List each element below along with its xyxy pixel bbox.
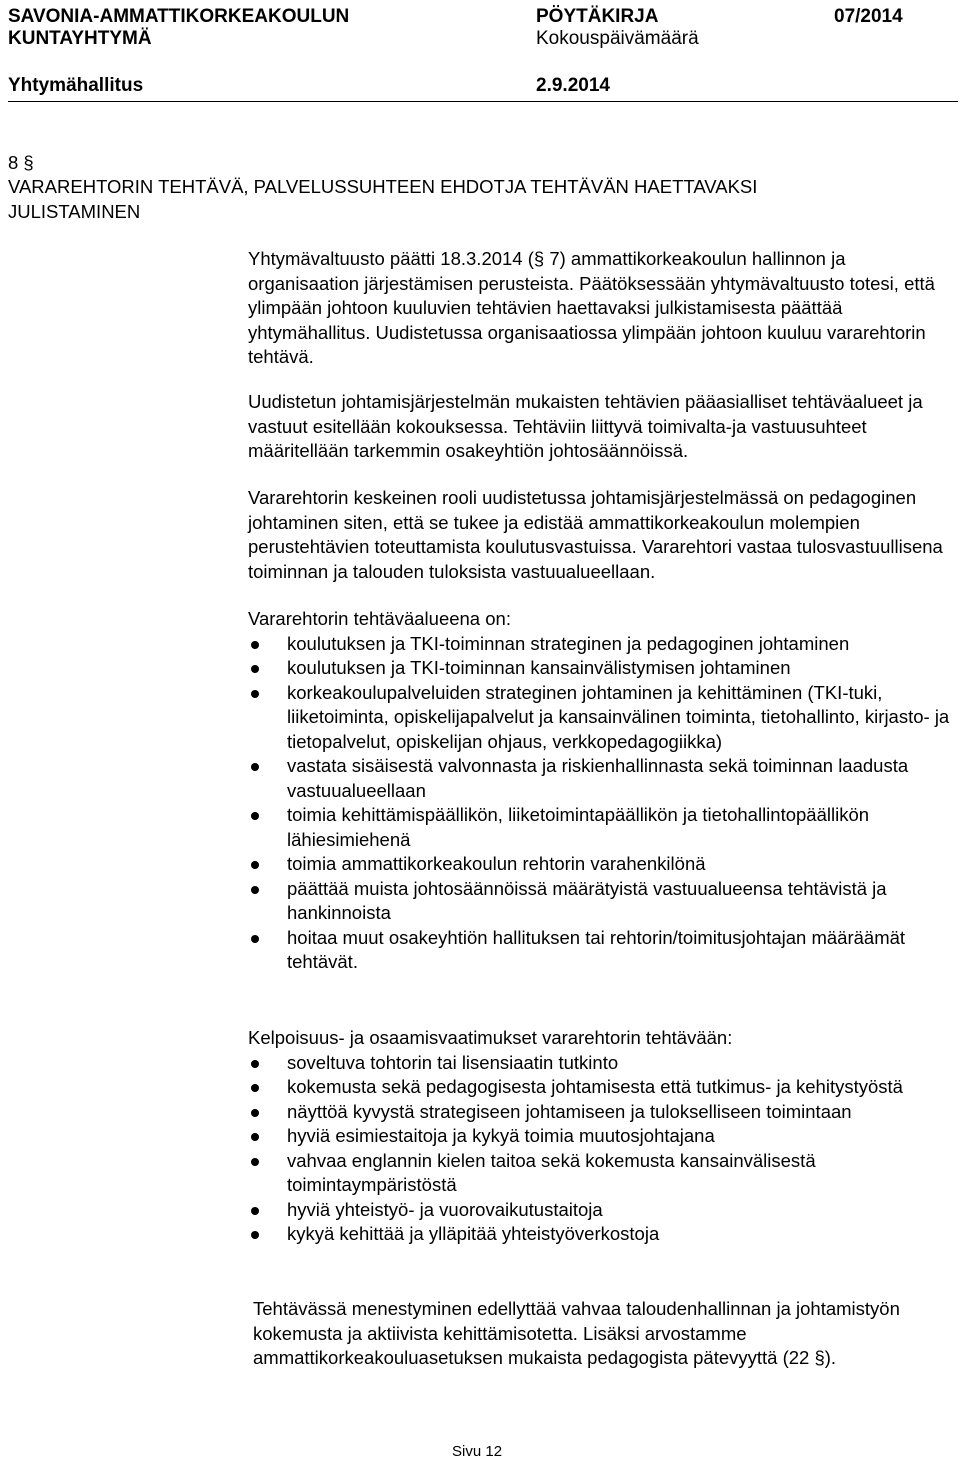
requirements-section bbox=[248, 1026, 956, 1247]
paragraph-role bbox=[248, 486, 956, 584]
closing-paragraph: Tehtävässä menestyminen edellyttää vahvaa taloudenhallinnan ja johtamistyön kokemusta ja aktiivista kehittämisotetta. Lisäksi arvostamme ammattikorkeakouluasetuksen mukaista pedagogista pätevyyttä (22 §). bbox=[253, 1298, 900, 1368]
meeting-date: 2.9.2014 bbox=[536, 75, 610, 96]
section-title: VARAREHTORIN TEHTÄVÄ, PALVELUSSUHTEEN EHDOTJA TEHTÄVÄN HAETTAVAKSI JULISTAMINEN bbox=[8, 176, 758, 222]
list-item: vahvaa englannin kielen taitoa sekä kokemusta kansainvälisestä toimintaympäristöstä bbox=[248, 1149, 956, 1198]
duties-heading: Vararehtorin tehtäväalueena on: bbox=[248, 608, 511, 629]
list-item: toimia ammattikorkeakoulun rehtorin varahenkilönä bbox=[248, 852, 956, 877]
list-item: kokemusta sekä pedagogisesta johtamisesta että tutkimus- ja kehitystyöstä bbox=[248, 1075, 956, 1100]
organization-name: SAVONIA-AMMATTIKORKEAKOULUN bbox=[8, 6, 350, 27]
duties-list bbox=[248, 632, 956, 975]
list-item: näyttöä kyvystä strategiseen johtamiseen ja tulokselliseen toimintaan bbox=[248, 1100, 956, 1125]
paragraph: Yhtymävaltuusto päätti 18.3.2014 (§ 7) ammattikorkeakoulun hallinnon ja organisaation järjestämisen perusteista. Päätöksessään yhtymävaltuusto totesi, että ylimpään johtoon kuuluvien tehtävien haettavaksi julkistamisesta päättää yhtymähallitus. Uudistetussa organisaatiossa ylimpään johtoon kuuluu vararehtorin tehtävä. bbox=[248, 248, 935, 367]
duties-section bbox=[248, 607, 956, 975]
section-number: 8 § bbox=[8, 152, 34, 173]
paragraph-background bbox=[248, 247, 956, 370]
list-item: kykyä kehittää ja ylläpitää yhteistyöverkostoja bbox=[248, 1222, 956, 1247]
paragraph: Uudistetun johtamisjärjestelmän mukaisten tehtävien pääasialliset tehtäväalueet ja vastuut esitellään kokouksessa. Tehtäviin liittyvä toimivalta-ja vastuusuhteet määritellään tarkemmin osakeyhtiön johtosäännöissä. bbox=[248, 391, 923, 461]
list-item: hyviä yhteistyö- ja vuorovaikutustaitoja bbox=[248, 1198, 956, 1223]
requirements-heading: Kelpoisuus- ja osaamisvaatimukset vararehtorin tehtävään: bbox=[248, 1027, 733, 1048]
page-number: Sivu 12 bbox=[452, 1443, 503, 1460]
list-item: korkeakoulupalveluiden strateginen johtaminen ja kehittäminen (TKI-tuki, liiketoiminta, opiskelijapalvelut ja kansainvälinen toiminta, tietohallinto, kirjasto- ja tietopalvelut, opiskelijan ohjaus, verkkopedagogiikka) bbox=[248, 681, 956, 755]
document-number: 07/2014 bbox=[834, 6, 903, 27]
paragraph-responsibilities bbox=[248, 390, 956, 464]
header-divider bbox=[8, 101, 958, 102]
organization-name-line2: KUNTAYHTYMÄ bbox=[8, 28, 152, 49]
closing-paragraph-container bbox=[253, 1297, 953, 1371]
list-item: hoitaa muut osakeyhtiön hallituksen tai rehtorin/toimitusjohtajan määräämät tehtävät. bbox=[248, 926, 956, 975]
list-item: soveltuva tohtorin tai lisensiaatin tutkinto bbox=[248, 1051, 956, 1076]
date-label: Kokouspäivämäärä bbox=[536, 28, 699, 49]
requirements-list bbox=[248, 1051, 956, 1247]
governing-body: Yhtymähallitus bbox=[8, 75, 144, 96]
list-item: vastata sisäisestä valvonnasta ja riskienhallinnasta sekä toiminnan laadusta vastuualueellaan bbox=[248, 754, 956, 803]
paragraph: Vararehtorin keskeinen rooli uudistetussa johtamisjärjestelmässä on pedagoginen johtaminen siten, että se tukee ja edistää ammattikorkeakoulun molempien perustehtävien toteuttamista koulutusvastuissa. Vararehtori vastaa tulosvastuullisena toiminnan ja talouden tuloksista vastuualueellaan. bbox=[248, 487, 943, 582]
list-item: päättää muista johtosäännöissä määrätyistä vastuualueensa tehtävistä ja hankinnoista bbox=[248, 877, 956, 926]
list-item: koulutuksen ja TKI-toiminnan kansainvälistymisen johtaminen bbox=[248, 656, 956, 681]
list-item: toimia kehittämispäällikön, liiketoimintapäällikön ja tietohallintopäällikön lähiesimiehenä bbox=[248, 803, 956, 852]
list-item: koulutuksen ja TKI-toiminnan strateginen ja pedagoginen johtaminen bbox=[248, 632, 956, 657]
document-type: PÖYTÄKIRJA bbox=[536, 6, 659, 27]
list-item: hyviä esimiestaitoja ja kykyä toimia muutosjohtajana bbox=[248, 1124, 956, 1149]
